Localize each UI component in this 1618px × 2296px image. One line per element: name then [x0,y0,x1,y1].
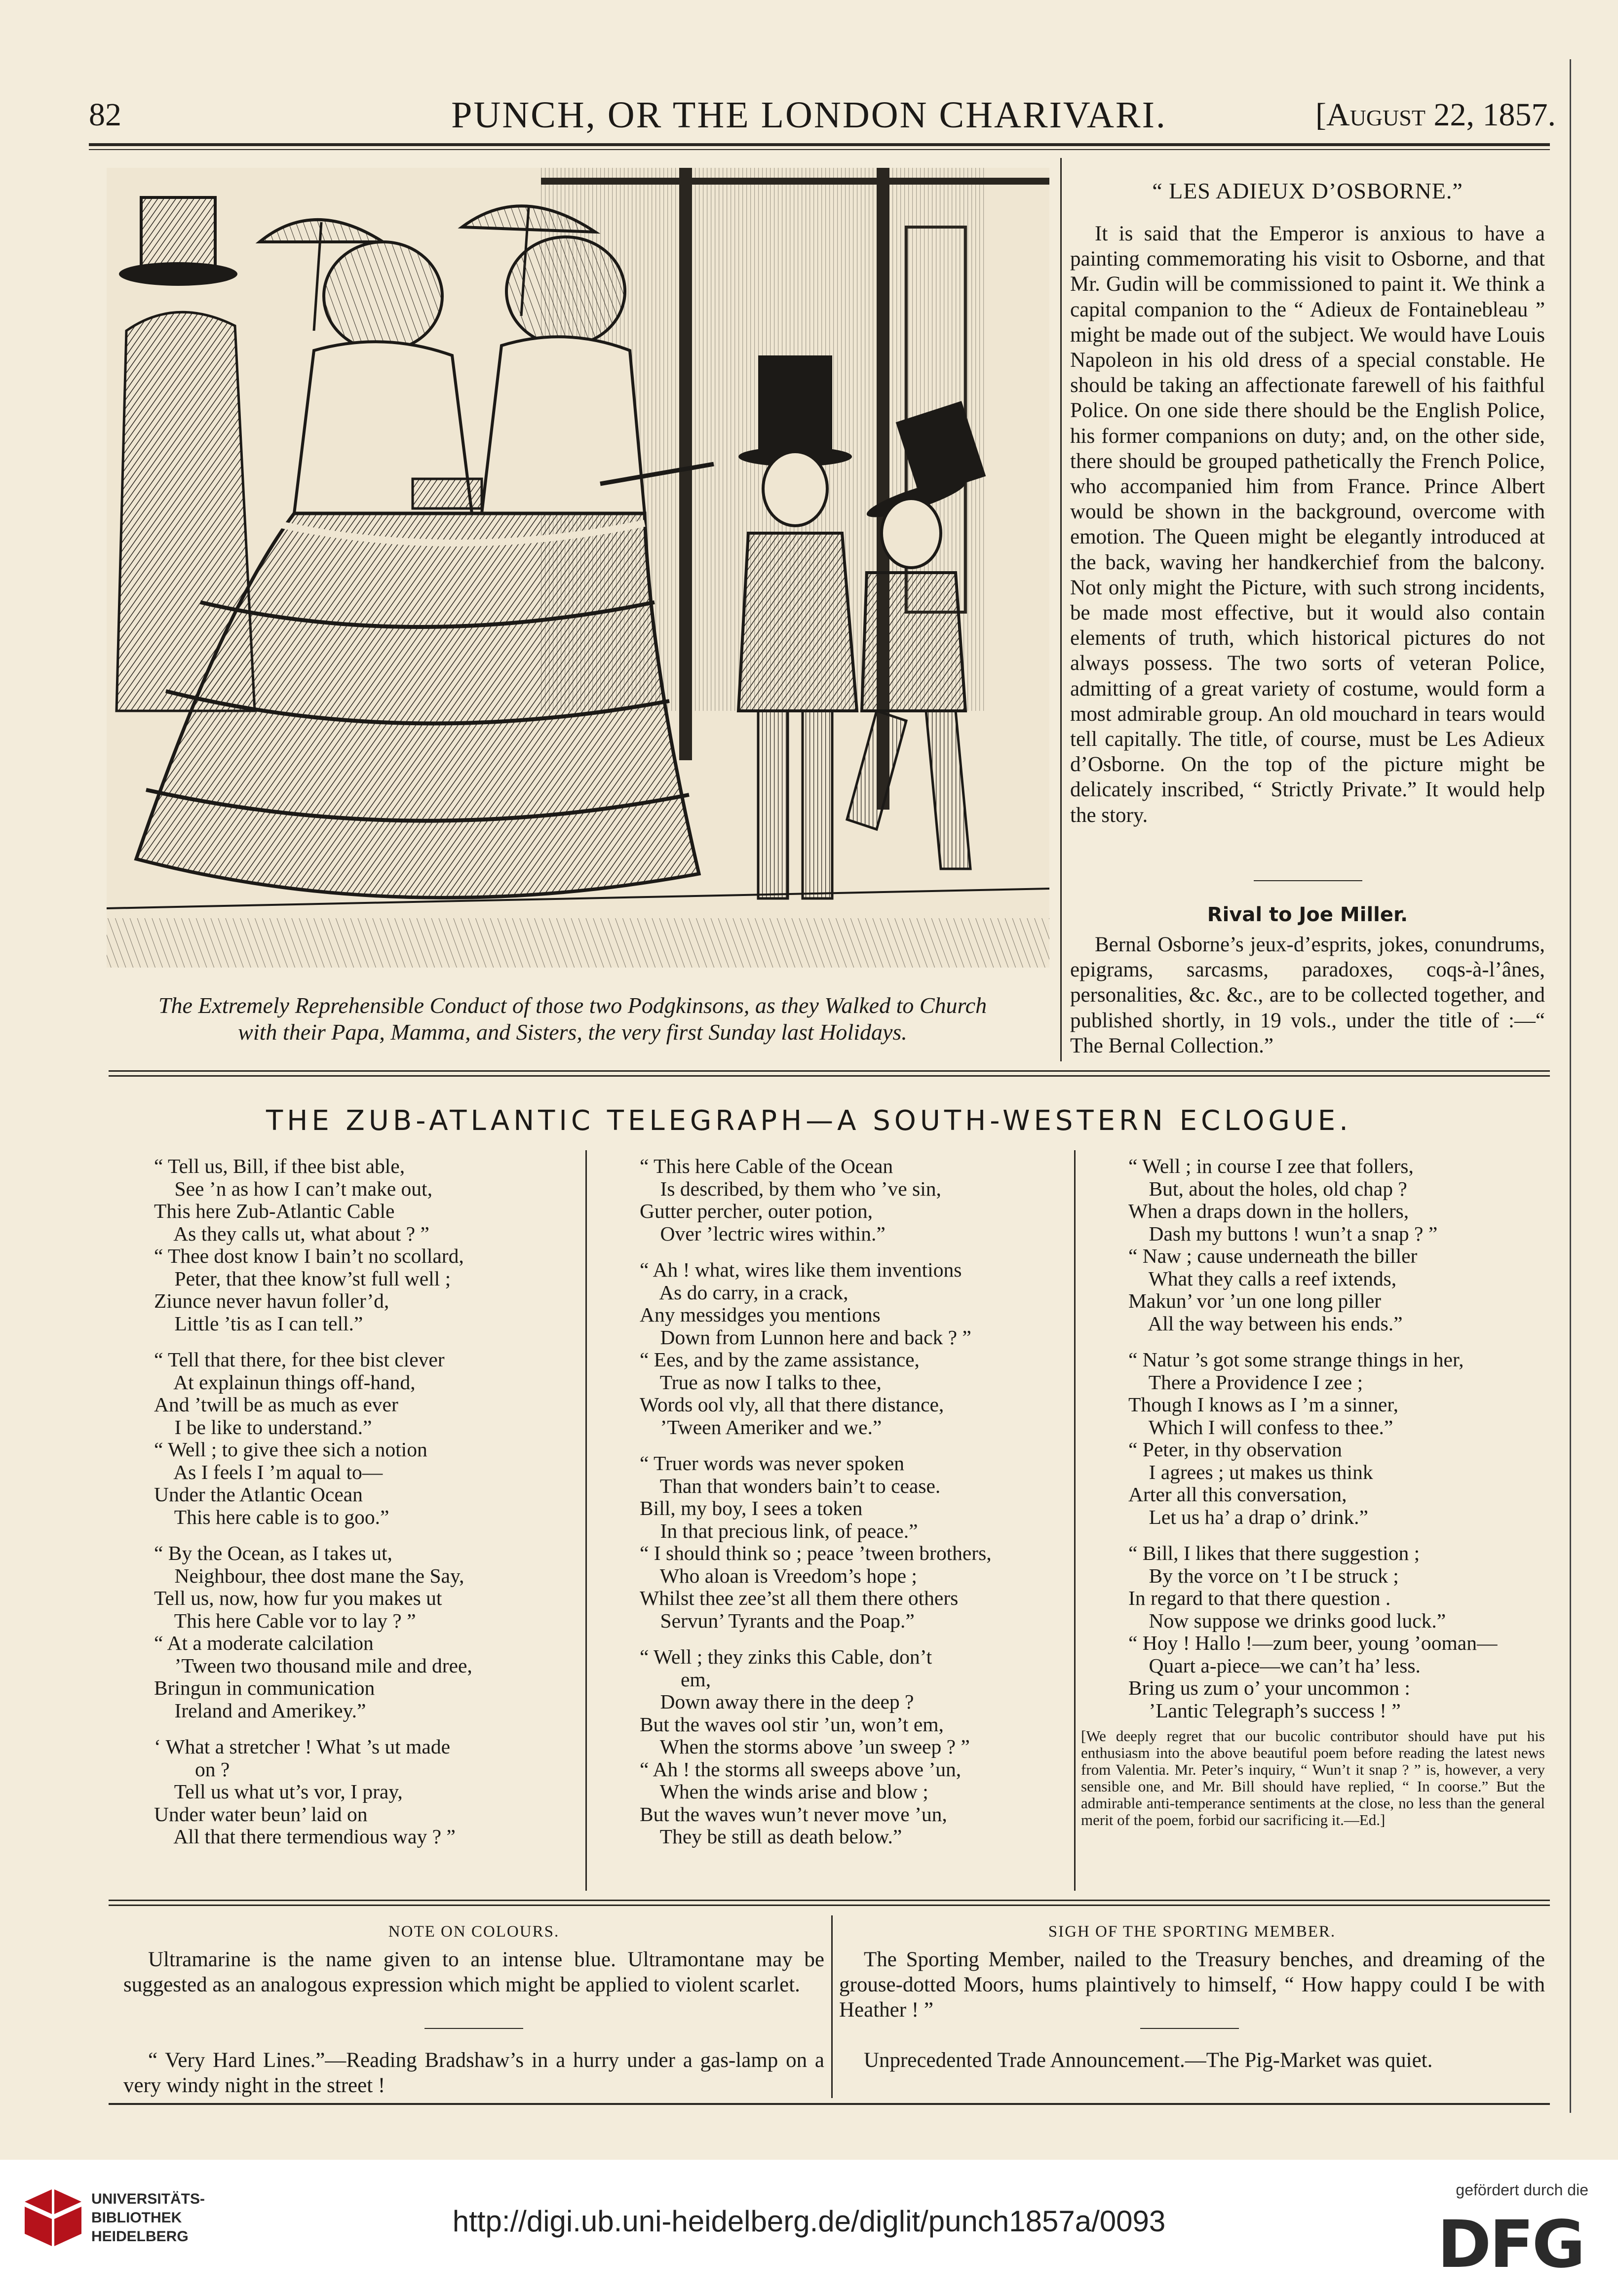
verse-line: Bring us zum o’ your uncommon : [1128,1676,1410,1699]
verse-line: All the way between his ends.” [1128,1312,1403,1335]
colours-end-rule [424,2028,523,2029]
bottom-column-divider [831,1915,833,2098]
bottom-rule [109,2103,1550,2105]
verse-line: True as now I talks to thee, [640,1370,882,1394]
verse-line: ‘ What a stretcher ! What ’s ut made [154,1735,450,1758]
verse-line: “ At a moderate calcilation [154,1632,374,1654]
eclogue-column-3 [1128,1155,1553,1722]
verse-line: “ Ah ! what, wires like them inventions [640,1258,962,1281]
verse-line: Than that wonders bain’t to cease. [640,1474,941,1497]
verse-line: As they calls ut, what about ? ” [154,1222,429,1245]
verse-line: There a Providence I zee ; [1128,1370,1363,1394]
section-rule-2b [109,1905,1550,1906]
verse-line: See ’n as how I can’t make out, [154,1177,432,1200]
adieux-end-rule [1254,880,1362,881]
cartoon-caption-line-1: The Extremely Reprehensible Conduct of those two Podgkinsons, as they Walked to Church [158,993,987,1018]
verse-line: Arter all this conversation, [1128,1483,1347,1506]
verse-line: “ Tell that there, for thee bist clever [154,1348,445,1371]
verse-line: When the winds arise and blow ; [640,1780,928,1803]
verse-line: Is described, by them who ’ve sin, [640,1177,941,1200]
verse-line: “ Natur ’s got some strange things in her, [1128,1348,1464,1371]
verse-line: “ Well ; to give thee sich a notion [154,1438,427,1461]
library-name-line-2: BIBLIOTHEK [91,2210,182,2226]
section-rule-1b [109,1075,1550,1077]
verse-line: But, about the holes, old chap ? [1128,1177,1407,1200]
verse-line: In that precious link, of peace.” [640,1519,918,1542]
verse-line: Tell us, now, how fur you makes ut [154,1587,442,1609]
stanza-gap [154,1528,578,1542]
sigh-paragraph: The Sporting Member, nailed to the Treasury benches, and dreaming of the grouse-dotted Moors, hums plaintively to himself, “ How happy could I be with Heather ! ” [839,1948,1545,2022]
verse-line: And ’twill be as much as ever [154,1393,398,1416]
colours-paragraph: Ultramarine is the name given to an intense blue. Ultramontane may be suggested as an analogous expression which might be applied to violent scarlet. [123,1948,824,1996]
verse-line: Under water beun’ laid on [154,1802,368,1826]
eclogue-column-2 [640,1155,1064,1848]
right-margin-rule [1570,59,1571,2113]
hard-lines-paragraph: “ Very Hard Lines.”—Reading Bradshaw’s in a hurry under a gas-lamp on a very windy night in the street ! [123,2049,824,2097]
verse-line: Peter, that thee know’st full well ; [154,1267,451,1290]
header-rule-thin [89,149,1550,150]
verse-line: Words ool vly, all that there distance, [640,1393,944,1416]
verse-line: “ Ah ! the storms all sweeps above ’un, [640,1757,962,1781]
trade-paragraph: Unprecedented Trade Announcement.—The Pig-Market was quiet. [864,2049,1433,2072]
editor-note: [We deeply regret that our bucolic contributor should have put his enthusiasm into the above beautiful poem before reading the latest news from Valentia. Mr. Peter’s inquiry, “ Wun’t it snap ? ” is, however, a very sensible one, and Mr. Bill should have replied, “ In coorse.” But the admirable anti-temperance sentiments at the close, no less than the general merit of the poem, forbid our sacrificing it.—Ed.] [1081,1727,1545,1829]
verse-line: ’Tween Ameriker and we.” [640,1415,882,1439]
sigh-end-rule [1140,2028,1239,2029]
verse-line: When the storms above ’un sweep ? ” [640,1735,970,1758]
verse-line: Which I will confess to thee.” [1128,1415,1393,1439]
verse-line: But the waves ool stir ’un, won’t em, [640,1712,944,1736]
sigh-article [839,1947,1545,2023]
verse-line: “ Tell us, Bill, if thee bist able, [154,1155,405,1177]
adieux-paragraph: It is said that the Emperor is anxious to have a painting commemorating his visit to Osborne, and that Mr. Gudin will be commissioned to paint it. We think a capital companion to the “ Adieux de Fontainebleau ” might be made out of the subject. We would have Louis Napoleon in his old dress of a special constable. He should be taking an affectionate farewell of his faithful Police. On one side there should be the English Police, his former companions on duty; and, on the other side, there should be grouped pathetically the French Police, who accompanied him from France. Prince Albert would be shown in the background, overcome with emotion. The Queen might be elegantly introduced at the back, waving her handkerchief from the balcony. Not only might the Picture, with such strong incidents, be made most effective, but it would also contain elements of truth, which historical pictures do not always possess. The two sorts of veteran Police, admitting of a great variety of costume, would form a most admirable group. An old mouchard in tears would tell capitally. The title, of course, must be Les Adieux d’Osborne. On the top of the picture might be delicately inscribed, “ Strictly Private.” It would help the story. [1070,222,1545,827]
section-rule-1 [109,1070,1550,1072]
verse-line: As I feels I ’m aqual to— [154,1460,383,1483]
verse-line: Now suppose we drinks good luck.” [1128,1609,1446,1632]
verse-line: When a draps down in the hollers, [1128,1200,1409,1222]
dfg-logo: DFG [1437,2207,1583,2283]
rival-article [1070,932,1545,1058]
verse-line: “ Well ; they zinks this Cable, don’t [640,1645,932,1668]
verse-line: Neighbour, thee dost mane the Say, [154,1564,464,1587]
source-url-link[interactable]: http://digi.ub.uni-heidelberg.de/diglit/punch1857a/0093 [452,2205,1166,2238]
page-number: 82 [89,97,121,133]
verse-line: Bringun in communication [154,1676,375,1699]
verse-line: At explainun things off-hand, [154,1370,416,1394]
library-name-line-1: UNIVERSITÄTS- [91,2191,205,2207]
verse-line: All that there termendious way ? ” [154,1825,456,1848]
verse-line: Over ’lectric wires within.” [640,1222,886,1245]
cartoon-caption-line-2: with their Papa, Mamma, and Sisters, the very first Sunday last Holidays. [238,1019,907,1045]
hard-lines-article [123,2048,824,2098]
verse-line: Who aloan is Vreedom’s hope ; [640,1564,917,1587]
verse-line: I agrees ; ut makes us think [1128,1460,1373,1483]
verse-line: ’Tween two thousand mile and dree, [154,1654,472,1677]
verse-line: Tell us what ut’s vor, I pray, [154,1780,403,1803]
stanza-gap [640,1245,1064,1259]
library-name-line-3: HEIDELBERG [91,2228,189,2245]
stanza-gap [154,1335,578,1349]
verse-line: “ Truer words was never spoken [640,1452,904,1475]
stanza-gap [1128,1528,1553,1542]
verse-line: “ Thee dost know I bain’t no scollard, [154,1245,464,1267]
verse-line: Makun’ vor ’un one long piller [1128,1289,1382,1312]
stanza-gap [640,1632,1064,1646]
verse-line: Down from Lunnon here and back ? ” [640,1325,971,1349]
verse-line: In regard to that there question . [1128,1587,1391,1609]
verse-line: Ireland and Amerikey.” [154,1699,366,1722]
stanza-gap [640,1439,1064,1452]
verse-line: on ? [154,1757,230,1781]
verse-line: But the waves wun’t never move ’un, [640,1802,947,1826]
verse-line: Quart a-piece—we can’t ha’ less. [1128,1654,1421,1677]
verse-line: By the vorce on ’t I be struck ; [1128,1564,1399,1587]
verse-line: This here cable is to goo.” [154,1505,389,1528]
trade-article [839,2048,1545,2073]
verse-line: “ By the Ocean, as I takes ut, [154,1542,392,1564]
adieux-title: “ LES ADIEUX D’OSBORNE.” [1152,178,1463,203]
verse-line: Under the Atlantic Ocean [154,1483,363,1506]
verse-line: What they calls a reef ixtends, [1128,1267,1397,1290]
issue-date: [August 22, 1857. [1315,97,1556,133]
verse-line: Servun’ Tyrants and the Poap.” [640,1609,915,1632]
verse-line: Ziunce never havun foller’d, [154,1289,389,1312]
column-divider-top [1060,158,1062,1061]
rival-title: Rival to Joe Miller. [1207,903,1408,926]
eclogue-title: THE ZUB-ATLANTIC TELEGRAPH—A SOUTH-WESTERN ECLOGUE. [266,1105,1352,1137]
verse-line: Dash my buttons ! wun’t a snap ? ” [1128,1222,1438,1245]
sigh-title: SIGH OF THE SPORTING MEMBER. [1048,1923,1336,1941]
verse-line: Whilst thee zee’st all them there others [640,1587,959,1609]
rival-paragraph: Bernal Osborne’s jeux-d’esprits, jokes, conundrums, epigrams, sarcasms, paradoxes, coqs-à-l’ânes, personalities, &c. &c., are to be collected together, and published shortly, in 19 vols., under the title of :—“ The Bernal Collection.” [1070,933,1545,1057]
verse-line: em, [640,1668,711,1691]
verse-line: This here Zub-Atlantic Cable [154,1200,395,1222]
stanza-gap [1128,1335,1553,1349]
verse-line: “ I should think so ; peace ’tween brothers, [640,1542,992,1564]
verse-line: Any messidges you mentions [640,1303,881,1326]
verse-line: “ Well ; in course I zee that follers, [1128,1155,1414,1177]
eclogue-divider-1 [585,1150,587,1891]
verse-line: I be like to understand.” [154,1415,372,1439]
verse-line: Though I knows as I ’m a sinner, [1128,1393,1398,1416]
stanza-gap [154,1722,578,1736]
verse-line: “ Bill, I likes that there suggestion ; [1128,1542,1420,1564]
header-rule [89,143,1550,146]
page-title: PUNCH, OR THE LONDON CHARIVARI. [451,94,1167,136]
verse-line: Down away there in the deep ? [640,1690,914,1713]
eclogue-divider-2 [1074,1150,1076,1891]
verse-line: “ Ees, and by the zame assistance, [640,1348,920,1371]
funding-note: gefördert durch die [1456,2181,1588,2199]
verse-line: “ Hoy ! Hallo !—zum beer, young ’ooman— [1128,1632,1498,1654]
cartoon-illustration [107,168,1049,968]
verse-line: Let us ha’ a drap o’ drink.” [1128,1505,1368,1528]
verse-line: ’Lantic Telegraph’s success ! ” [1128,1699,1401,1722]
verse-line: They be still as death below.” [640,1825,902,1848]
verse-line: As do carry, in a crack, [640,1281,848,1304]
colours-title: NOTE ON COLOURS. [388,1923,560,1941]
colours-article [123,1947,824,1997]
verse-line: “ This here Cable of the Ocean [640,1155,893,1177]
verse-line: “ Peter, in thy observation [1128,1438,1342,1461]
eclogue-column-1 [154,1155,578,1848]
verse-line: Little ’tis as I can tell.” [154,1312,363,1335]
section-rule-2 [109,1900,1550,1901]
verse-line: Bill, my boy, I sees a token [640,1497,863,1519]
verse-line: “ Naw ; cause underneath the biller [1128,1245,1418,1267]
verse-line: This here Cable vor to lay ? ” [154,1609,416,1632]
adieux-article [1070,221,1545,828]
verse-line: Gutter percher, outer potion, [640,1200,873,1222]
